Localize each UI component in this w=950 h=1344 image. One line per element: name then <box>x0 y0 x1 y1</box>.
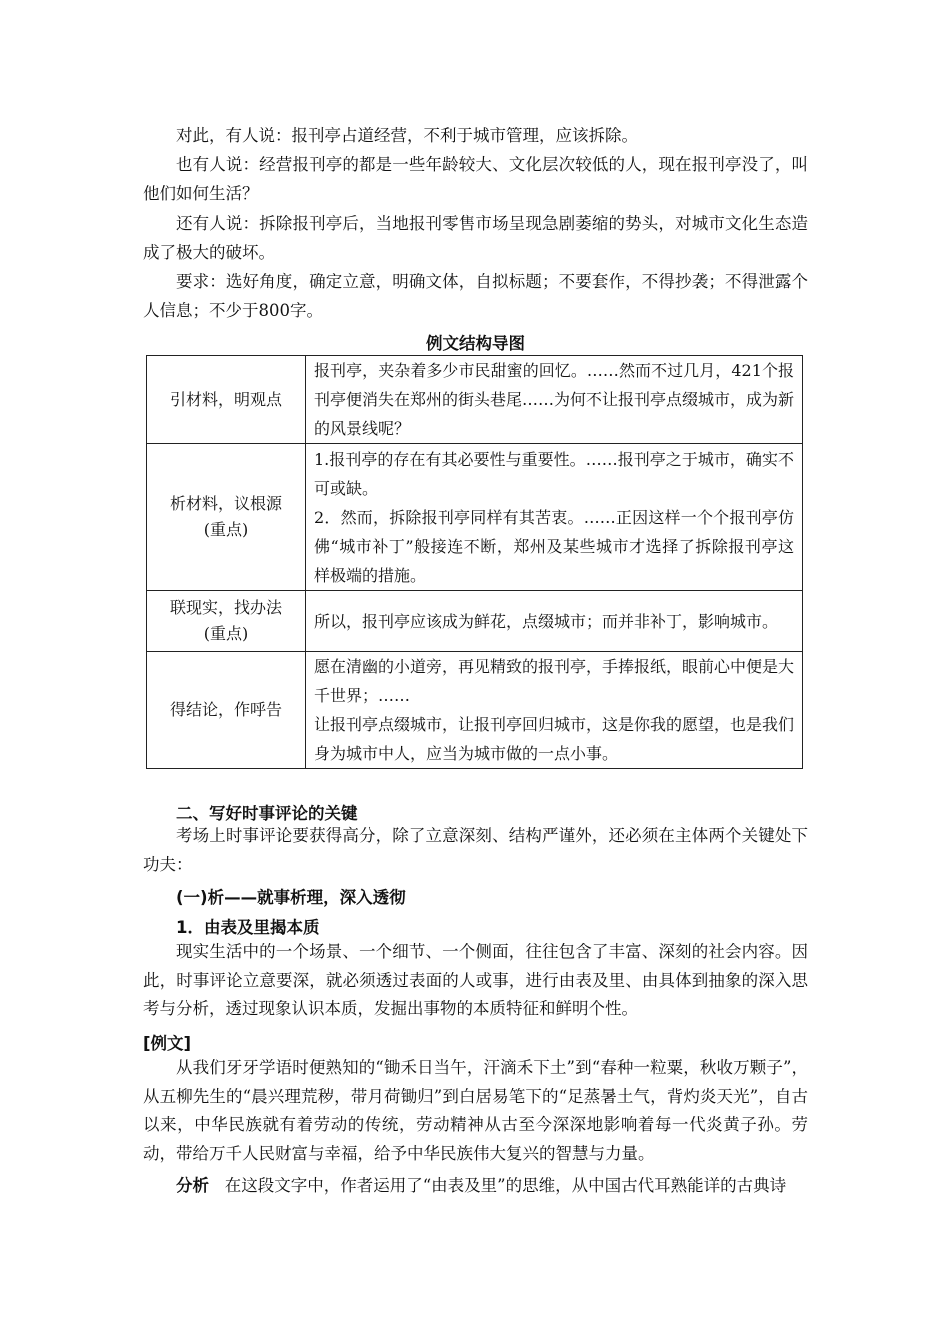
point-heading: 1．由表及里揭本质 <box>176 918 320 937</box>
section-heading: 二、写好时事评论的关键 <box>176 804 358 823</box>
row-content-text: 2．然而，拆除报刊亭同样有其苦衷。……正因这样一个个报刊亭仿佛“城市补丁”般接连不断，郑州及某些城市才选择了拆除报刊亭这样极端的措施。 <box>314 507 794 585</box>
row-label <box>147 444 306 591</box>
body-paragraph: 现实生活中的一个场景、一个细节、一个侧面，往往包含了丰富、深刻的社会内容。因此，时事评论立意要深，就必须透过表面的人或事，进行由表及里、由具体到抽象的深入思考与分析，透过现象认识本质，发掘出事物的本质特征和鲜明个性。 <box>143 942 808 1018</box>
subsection-heading: (一)析——就事析理，深入透彻 <box>176 888 406 907</box>
analysis-text: 在这段文字中，作者运用了“由表及里”的思维，从中国古代耳熟能详的古典诗 <box>224 1176 787 1195</box>
row-label-line: 析材料，议根源 <box>169 494 282 513</box>
analysis-paragraph <box>143 1172 808 1201</box>
row-content <box>306 356 803 444</box>
table-row <box>147 444 803 591</box>
analysis-label: 分析 <box>176 1176 209 1195</box>
structure-guide-table <box>146 355 803 769</box>
row-content <box>306 652 803 769</box>
row-content <box>306 591 803 652</box>
row-label-note: (重点) <box>203 520 249 539</box>
row-label: 引材料，明观点 <box>147 356 306 444</box>
row-content-text: 所以，报刊亭应该成为鲜花，点缀城市；而并非补丁，影响城市。 <box>314 611 779 631</box>
guide-title: 例文结构导图 <box>426 334 525 353</box>
row-label: 得结论，作呼告 <box>147 652 306 769</box>
row-label-note: (重点) <box>203 624 249 643</box>
table-row <box>147 591 803 652</box>
row-label-line: 联现实，找办法 <box>169 598 282 617</box>
row-content <box>306 444 803 591</box>
example-label: [例文] <box>143 1034 192 1053</box>
table-row <box>147 652 803 769</box>
row-content-text: 愿在清幽的小道旁，再见精致的报刊亭，手捧报纸，眼前心中便是大千世界；…… <box>314 657 795 705</box>
row-label <box>147 591 306 652</box>
row-content-text: 报刊亭，夹杂着多少市民甜蜜的回忆。……然而不过几月，421个报刊亭便消失在郑州的街头巷尾……为何不让报刊亭点缀城市，成为新的风景线呢？ <box>314 361 795 438</box>
table-row <box>147 356 803 444</box>
row-content-text: 让报刊亭点缀城市，让报刊亭回归城市，这是你我的愿望，也是我们身为城市中人，应当为城市做的一点小事。 <box>314 715 795 763</box>
intro-paragraph-3: 还有人说：拆除报刊亭后，当地报刊零售市场呈现急剧萎缩的势头，对城市文化生态造成了极大的破坏。 <box>143 214 808 262</box>
intro-paragraph-2: 也有人说：经营报刊亭的都是一些年龄较大、文化层次较低的人，现在报刊亭没了，叫他们如何生活？ <box>143 155 808 203</box>
row-content-text: 1.报刊亭的存在有其必要性与重要性。……报刊亭之于城市，确实不可或缺。 <box>314 449 794 498</box>
intro-paragraph-1: 对此，有人说：报刊亭占道经营，不利于城市管理，应该拆除。 <box>176 126 638 145</box>
section-intro: 考场上时事评论要获得高分，除了立意深刻、结构严谨外，还必须在主体两个关键处下功夫： <box>143 826 808 874</box>
example-paragraph: 从我们牙牙学语时便熟知的“锄禾日当午，汗滴禾下土”到“春种一粒粟，秋收万颗子”，从五柳先生的“晨兴理荒秽，带月荷锄归”到白居易笔下的“足蒸暑土气，背灼炎天光”，自古以来，中华民族就有着劳动的传统，劳动精神从古至今深深地影响着每一代炎黄子孙。劳动，带给万千人民财富与幸福，给予中华民族伟大复兴的智慧与力量。 <box>143 1058 808 1163</box>
requirements-paragraph: 要求：选好角度，确定立意，明确文体，自拟标题；不要套作，不得抄袭；不得泄露个人信息；不少于800字。 <box>143 272 808 320</box>
